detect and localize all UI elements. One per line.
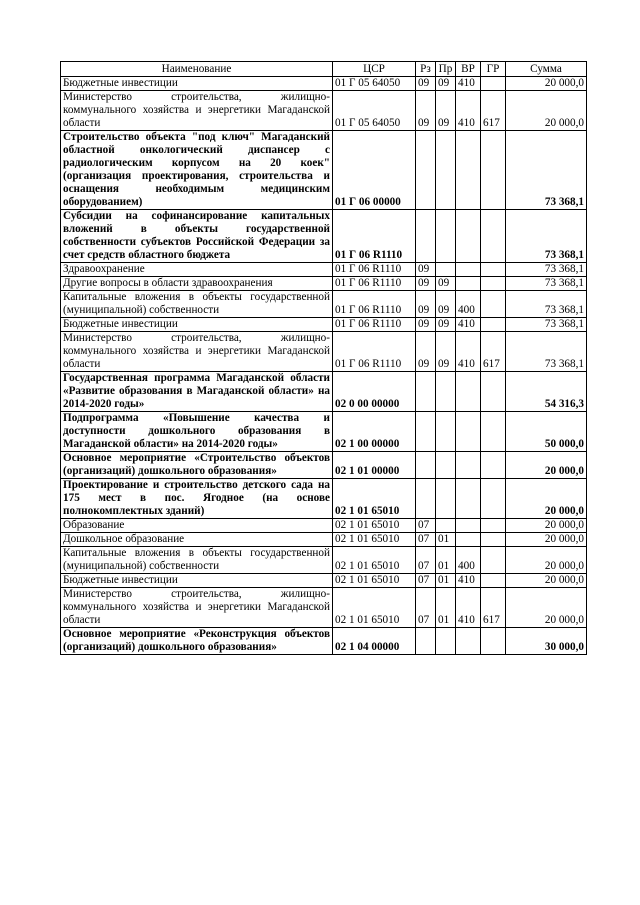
cell-sum: 20 000,0	[506, 547, 587, 574]
cell-rz: 07	[416, 533, 436, 547]
cell-vr: 400	[456, 291, 481, 318]
cell-rz: 07	[416, 547, 436, 574]
table-row	[61, 263, 587, 277]
cell-sum: 73 368,1	[506, 332, 587, 372]
cell-gr	[481, 210, 506, 263]
cell-sum: 20 000,0	[506, 77, 587, 91]
cell-sum: 73 368,1	[506, 291, 587, 318]
cell-csr: 02 1 01 65010	[333, 574, 416, 588]
cell-gr: 617	[481, 588, 506, 628]
cell-rz	[416, 372, 436, 412]
cell-pr: 09	[436, 291, 456, 318]
cell-gr	[481, 574, 506, 588]
cell-rz	[416, 479, 436, 519]
cell-name: Проектирование и строительство детского сада на 175 мест в пос. Ягодное (на основе полнокомплектных зданий)	[61, 479, 333, 519]
cell-name: Основное мероприятие «Реконструкция объектов (организаций) дошкольного образования»	[61, 628, 333, 655]
cell-vr	[456, 452, 481, 479]
budget-table	[60, 61, 587, 655]
table-header-row	[61, 62, 587, 77]
cell-csr: 01 Г 05 64050	[333, 77, 416, 91]
cell-sum: 73 368,1	[506, 210, 587, 263]
cell-sum: 20 000,0	[506, 574, 587, 588]
cell-vr	[456, 533, 481, 547]
cell-csr: 02 1 01 65010	[333, 588, 416, 628]
cell-gr	[481, 131, 506, 210]
cell-rz	[416, 412, 436, 452]
table-row	[61, 91, 587, 131]
table-row	[61, 210, 587, 263]
cell-pr: 09	[436, 277, 456, 291]
header-gr: ГР	[481, 62, 506, 77]
table-row	[61, 77, 587, 91]
table-row	[61, 479, 587, 519]
cell-pr: 01	[436, 533, 456, 547]
cell-vr: 410	[456, 588, 481, 628]
cell-gr	[481, 547, 506, 574]
cell-csr: 02 1 01 65010	[333, 547, 416, 574]
header-rz: Рз	[416, 62, 436, 77]
cell-pr	[436, 263, 456, 277]
cell-csr: 01 Г 05 64050	[333, 91, 416, 131]
cell-name: Капитальные вложения в объекты государственной (муниципальной) собственности	[61, 547, 333, 574]
cell-gr	[481, 412, 506, 452]
cell-rz	[416, 628, 436, 655]
table-body	[61, 77, 587, 655]
cell-name: Здравоохранение	[61, 263, 333, 277]
cell-pr: 09	[436, 77, 456, 91]
table-row	[61, 412, 587, 452]
cell-gr	[481, 452, 506, 479]
cell-vr	[456, 277, 481, 291]
document-page	[60, 61, 586, 655]
cell-sum: 73 368,1	[506, 263, 587, 277]
cell-vr	[456, 479, 481, 519]
cell-name: Государственная программа Магаданской области «Развитие образования в Магаданской области» на 2014-2020 годы»	[61, 372, 333, 412]
cell-gr: 617	[481, 332, 506, 372]
cell-sum: 20 000,0	[506, 479, 587, 519]
cell-gr	[481, 479, 506, 519]
cell-csr: 02 1 01 65010	[333, 533, 416, 547]
cell-sum: 20 000,0	[506, 452, 587, 479]
cell-sum: 20 000,0	[506, 533, 587, 547]
cell-csr: 02 1 01 65010	[333, 479, 416, 519]
cell-pr	[436, 131, 456, 210]
cell-name: Бюджетные инвестиции	[61, 574, 333, 588]
cell-gr	[481, 77, 506, 91]
cell-gr	[481, 533, 506, 547]
cell-pr: 09	[436, 318, 456, 332]
cell-sum: 73 368,1	[506, 318, 587, 332]
cell-csr: 01 Г 06 00000	[333, 131, 416, 210]
table-row	[61, 547, 587, 574]
cell-name: Строительство объекта "под ключ" Магаданский областной онкологический диспансер с радиологическим корпусом на 20 коек" (организация проектирования, строительства и оснащения необходимым медицинским оборудованием)	[61, 131, 333, 210]
cell-pr	[436, 372, 456, 412]
cell-name: Министерство строительства, жилищно-коммунального хозяйства и энергетики Магаданской области	[61, 332, 333, 372]
table-row	[61, 574, 587, 588]
cell-rz: 07	[416, 588, 436, 628]
table-row	[61, 452, 587, 479]
cell-pr	[436, 519, 456, 533]
cell-vr: 410	[456, 318, 481, 332]
cell-csr: 02 0 00 00000	[333, 372, 416, 412]
cell-vr	[456, 519, 481, 533]
cell-name: Дошкольное образование	[61, 533, 333, 547]
cell-rz: 09	[416, 263, 436, 277]
cell-rz: 09	[416, 91, 436, 131]
header-vr: ВР	[456, 62, 481, 77]
cell-pr: 09	[436, 91, 456, 131]
cell-rz: 09	[416, 318, 436, 332]
cell-rz: 09	[416, 77, 436, 91]
cell-sum: 50 000,0	[506, 412, 587, 452]
cell-name: Другие вопросы в области здравоохранения	[61, 277, 333, 291]
cell-pr: 09	[436, 332, 456, 372]
cell-pr	[436, 210, 456, 263]
table-row	[61, 291, 587, 318]
cell-csr: 01 Г 06 R1110	[333, 263, 416, 277]
cell-vr	[456, 131, 481, 210]
cell-gr	[481, 291, 506, 318]
table-row	[61, 588, 587, 628]
table-row	[61, 318, 587, 332]
cell-rz	[416, 452, 436, 479]
table-row	[61, 533, 587, 547]
cell-vr: 400	[456, 547, 481, 574]
table-row	[61, 628, 587, 655]
table-row	[61, 372, 587, 412]
cell-name: Капитальные вложения в объекты государственной (муниципальной) собственности	[61, 291, 333, 318]
cell-csr: 02 1 01 00000	[333, 452, 416, 479]
header-sum: Сумма	[506, 62, 587, 77]
cell-vr: 410	[456, 332, 481, 372]
cell-csr: 01 Г 06 R1110	[333, 332, 416, 372]
cell-sum: 20 000,0	[506, 519, 587, 533]
cell-gr	[481, 519, 506, 533]
cell-sum: 30 000,0	[506, 628, 587, 655]
cell-rz: 09	[416, 277, 436, 291]
cell-pr	[436, 412, 456, 452]
cell-name: Бюджетные инвестиции	[61, 318, 333, 332]
cell-csr: 01 Г 06 R1110	[333, 277, 416, 291]
cell-gr: 617	[481, 91, 506, 131]
cell-pr	[436, 628, 456, 655]
cell-name: Субсидии на софинансирование капитальных вложений в объекты государственной собственности субъектов Российской Федерации за счет средств областного бюджета	[61, 210, 333, 263]
cell-vr	[456, 210, 481, 263]
cell-sum: 54 316,3	[506, 372, 587, 412]
cell-rz	[416, 210, 436, 263]
table-row	[61, 277, 587, 291]
cell-vr	[456, 412, 481, 452]
cell-pr: 01	[436, 547, 456, 574]
cell-pr: 01	[436, 574, 456, 588]
cell-vr	[456, 263, 481, 277]
cell-rz: 09	[416, 332, 436, 372]
cell-csr: 01 Г 06 R1110	[333, 210, 416, 263]
cell-sum: 20 000,0	[506, 91, 587, 131]
cell-sum: 73 368,1	[506, 131, 587, 210]
table-row	[61, 519, 587, 533]
cell-rz	[416, 131, 436, 210]
cell-gr	[481, 277, 506, 291]
cell-pr	[436, 452, 456, 479]
cell-rz: 07	[416, 519, 436, 533]
cell-vr: 410	[456, 91, 481, 131]
cell-name: Подпрограмма «Повышение качества и доступности дошкольного образования в Магаданской области» на 2014-2020 годы»	[61, 412, 333, 452]
cell-rz: 07	[416, 574, 436, 588]
cell-sum: 73 368,1	[506, 277, 587, 291]
table-row	[61, 131, 587, 210]
cell-vr: 410	[456, 77, 481, 91]
cell-csr: 02 1 00 00000	[333, 412, 416, 452]
cell-rz: 09	[416, 291, 436, 318]
cell-sum: 20 000,0	[506, 588, 587, 628]
cell-pr: 01	[436, 588, 456, 628]
cell-name: Министерство строительства, жилищно-коммунального хозяйства и энергетики Магаданской области	[61, 588, 333, 628]
cell-gr	[481, 628, 506, 655]
cell-name: Министерство строительства, жилищно-коммунального хозяйства и энергетики Магаданской области	[61, 91, 333, 131]
cell-vr	[456, 372, 481, 412]
cell-name: Бюджетные инвестиции	[61, 77, 333, 91]
cell-gr	[481, 372, 506, 412]
cell-vr	[456, 628, 481, 655]
header-pr: Пр	[436, 62, 456, 77]
cell-csr: 01 Г 06 R1110	[333, 291, 416, 318]
cell-csr: 01 Г 06 R1110	[333, 318, 416, 332]
cell-csr: 02 1 04 00000	[333, 628, 416, 655]
header-csr: ЦСР	[333, 62, 416, 77]
cell-gr	[481, 318, 506, 332]
cell-pr	[436, 479, 456, 519]
table-row	[61, 332, 587, 372]
cell-name: Образование	[61, 519, 333, 533]
cell-name: Основное мероприятие «Строительство объектов (организаций) дошкольного образования»	[61, 452, 333, 479]
cell-csr: 02 1 01 65010	[333, 519, 416, 533]
cell-gr	[481, 263, 506, 277]
header-name: Наименование	[61, 62, 333, 77]
cell-vr: 410	[456, 574, 481, 588]
